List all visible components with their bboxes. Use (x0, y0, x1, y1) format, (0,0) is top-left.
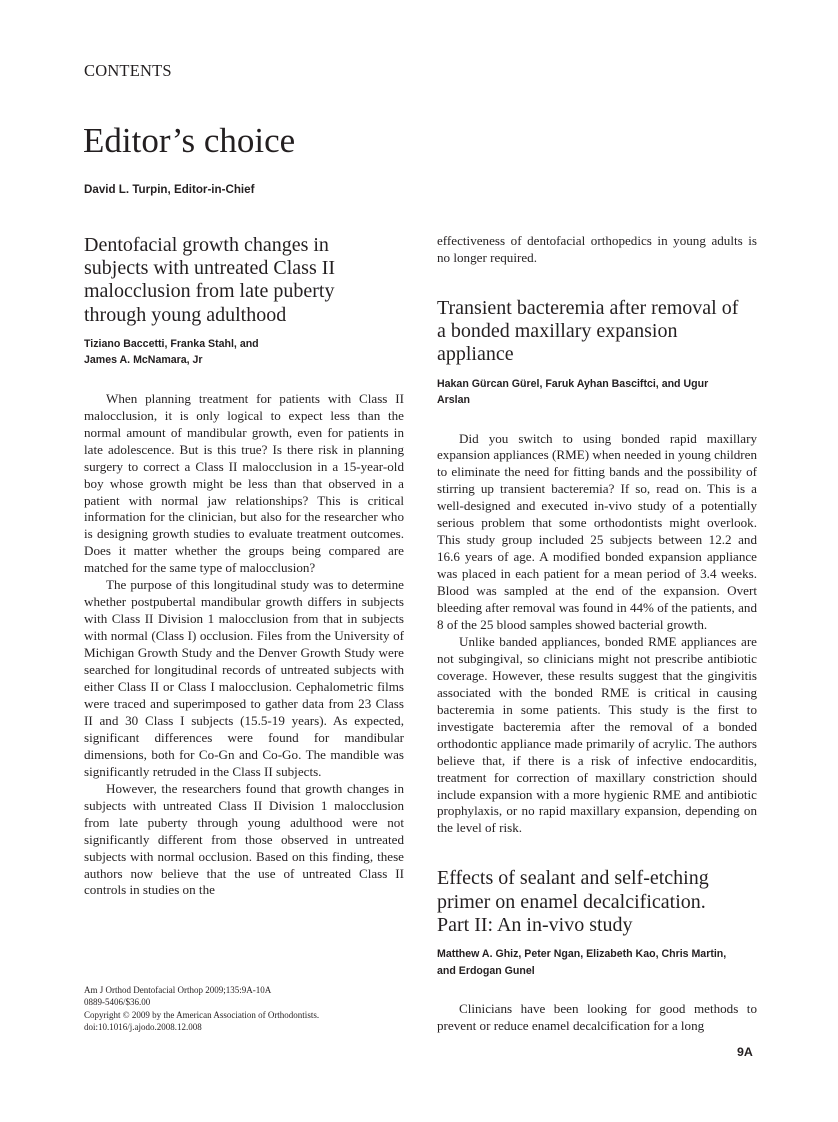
authors-line: James A. McNamara, Jr (84, 354, 203, 367)
issn-price: 0889-5406/$36.00 (84, 997, 151, 1008)
title-line: through young adulthood (84, 303, 287, 326)
page-number: 9A (737, 1045, 753, 1059)
copyright-notice: Copyright © 2009 by the American Association of Orthodontists. (84, 1009, 320, 1020)
article-title-2 (437, 297, 757, 367)
editor-byline: David L. Turpin, Editor-in-Chief (84, 183, 255, 196)
journal-citation: Am J Orthod Dentofacial Orthop 2009;135:9A-10A (84, 985, 272, 995)
authors-line: Tiziano Baccetti, Franka Stahl, and (84, 337, 259, 350)
page-title: Editor’s choice (83, 121, 296, 160)
title-line: primer on enamel decalcification. (437, 890, 706, 913)
article-title-3 (437, 867, 757, 937)
article-1-continuation: effectiveness of dentofacial orthopedics in young adults is no longer required. (437, 233, 757, 265)
authors-line: Matthew A. Ghiz, Peter Ngan, Elizabeth Kao, Chris Martin, (437, 948, 727, 960)
article-2-paragraph-2: Unlike banded appliances, bonded RME appliances are not subgingival, so clinicians might not prescribe antibiotic coverage. However, these results suggest that the gingivitis associated with the bonded RME is critical in causing bacteremia in some patients. This study is the first to investigate bacteremia after the removal of a bonded orthodontic appliance made primarily of acrylic. The authors believe that, if there is a risk of infective endocarditis, treatment for correction of maxillary constriction should include expansion with a more hygienic RME and antibiotic prophylaxis, or no rapid maxillary expansion, depending on the level of risk. (437, 633, 757, 836)
title-line: Transient bacteremia after removal of (437, 296, 739, 319)
article-authors-2 (437, 376, 757, 409)
authors-line: Arslan (437, 394, 470, 407)
doi-link[interactable]: doi:10.1016/j.ajodo.2008.12.008 (84, 1021, 202, 1032)
title-line: subjects with untreated Class II (84, 257, 336, 280)
right-column (437, 233, 757, 1035)
title-line: Part II: An in-vivo study (437, 913, 633, 936)
title-line: Dentofacial growth changes in (84, 234, 329, 256)
authors-line: and Erdogan Gunel (437, 964, 535, 977)
article-1-paragraph-1: When planning treatment for patients with Class II malocclusion, it is only logical to expect less than the normal amount of mandibular growth, even for patients in late adolescence. But is this true? Is there risk in planning surgery to correct a Class II malocclusion in a 15-year-old boy whose growth might be less than that observed in a patient with normal jaw relationships? This is critical information for the clinician, but also for the researcher who is designing growth studies to evaluate treatment outcomes. Does it matter whether the groups being compared are matched for the same type of malocclusion? (84, 390, 404, 576)
article-authors-3 (437, 946, 757, 979)
citation-footer (84, 984, 319, 1033)
title-line: malocclusion from late puberty (84, 280, 335, 303)
article-2-paragraph-1: Did you switch to using bonded rapid maxillary expansion appliances (RME) when needed in young children to eliminate the need for fitting bands and the possibility of stirring up transient bacteremia? If so, read on. This is a well-designed and executed in-vivo study of a potentially serious problem that some orthodontists might overlook. This study group included 25 subjects between 12.2 and 16.6 years of age. A modified bonded expansion appliance was placed in each patient for a mean period of 3.4 weeks. Blood was sampled at the end of the expansion. Overt bleeding after removal was found in 44% of the patients, and 8 of the 25 blood samples showed bacterial growth. (437, 430, 757, 632)
title-line: Effects of sealant and self-etching (437, 867, 709, 890)
article-title-1 (84, 234, 404, 327)
article-1-paragraph-2: The purpose of this longitudinal study was to determine whether postpubertal mandibular growth differs in subjects with Class II Division 1 malocclusion from that in subjects with normal (Class I) occlusion. Files from the University of Michigan Growth Study and the Denver Growth Study were searched for longitudinal records of untreated subjects with either Class II or Class I malocclusion. Cephalometric films were traced and superimposed to gather data from 23 Class II and 30 Class I subjects (15.5-19 years). As expected, significant differences were found for mandibular dimensions, both for Co-Gn and Co-Go. The mandible was significantly retruded in the Class II subjects. (84, 577, 404, 779)
section-label: CONTENTS (84, 61, 172, 80)
title-line: a bonded maxillary expansion (437, 320, 678, 343)
title-line: appliance (437, 343, 514, 366)
article-authors-1 (84, 336, 404, 369)
article-1-paragraph-3: However, the researchers found that growth changes in subjects with untreated Class II Division 1 malocclusion from late puberty through young adulthood were not significantly different from those observed in untreated subjects with normal occlusion. Based on this finding, these authors now believe that the use of untreated Class II controls in studies on the (84, 780, 404, 898)
article-3-paragraph-1: Clinicians have been looking for good methods to prevent or reduce enamel decalcification for a long (437, 1001, 757, 1033)
authors-line: Hakan Gürcan Gürel, Faruk Ayhan Basciftci, and Ugur (437, 377, 709, 390)
left-column (84, 234, 404, 899)
